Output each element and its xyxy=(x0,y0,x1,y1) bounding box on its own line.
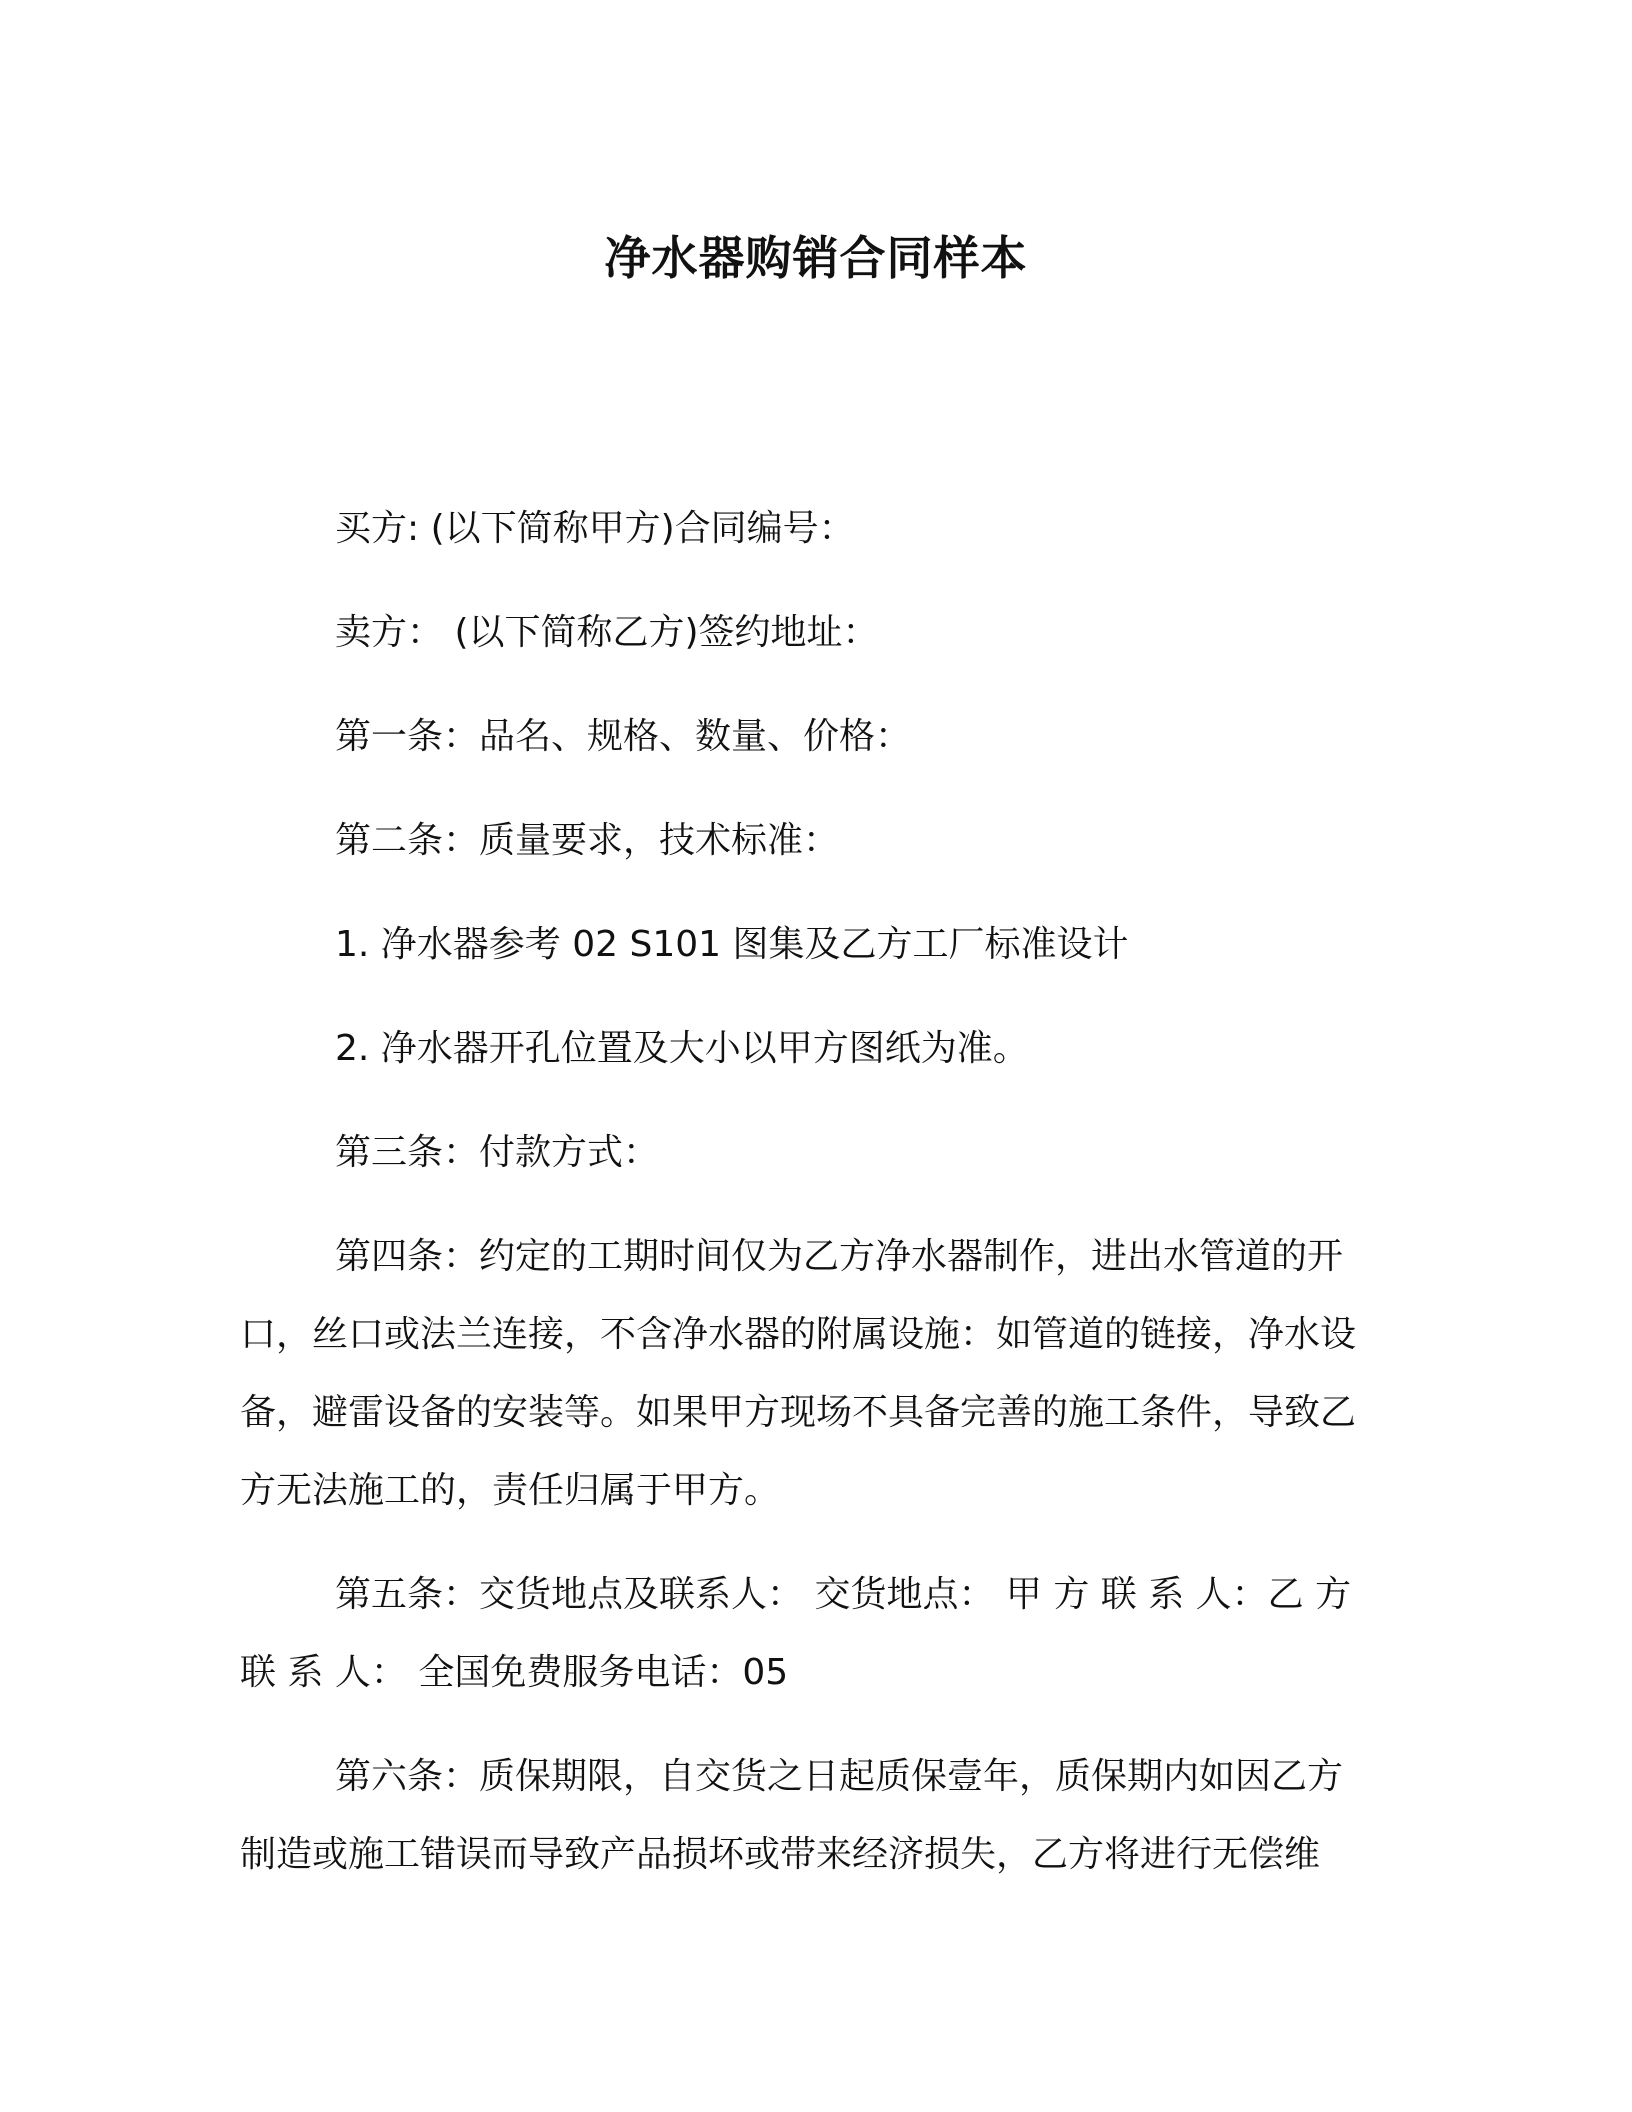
paragraph-article-2-item-2: 2. 净水器开孔位置及大小以甲方图纸为准。 xyxy=(335,1028,1029,1069)
document-body xyxy=(240,490,1370,1920)
paragraph-article-1: 第一条：品名、规格、数量、价格： xyxy=(335,716,912,757)
paragraph-article-6: 第六条：质保期限，自交货之日起质保壹年，质保期内如因乙方制造或施工错误而导致产品损坏或带来经济损失，乙方将进行无偿维 xyxy=(240,1756,1344,1875)
paragraph-seller: 卖方： (以下简称乙方)签约地址： xyxy=(335,612,879,653)
paragraph-article-4: 第四条：约定的工期时间仅为乙方净水器制作，进出水管道的开口，丝口或法兰连接，不含净水器的附属设施：如管道的链接，净水设备，避雷设备的安装等。如果甲方现场不具备完善的施工条件，导致乙方无法施工的，责任归属于甲方。 xyxy=(240,1236,1357,1511)
paragraph-article-3: 第三条：付款方式： xyxy=(335,1132,660,1173)
paragraph-buyer: 买方: (以下简称甲方)合同编号： xyxy=(335,508,855,549)
paragraph-article-2-item-1: 1. 净水器参考 02 S101 图集及乙方工厂标准设计 xyxy=(335,924,1129,965)
paragraph-article-5: 第五条：交货地点及联系人： 交货地点： 甲 方 联 系 人：乙 方 联 系 人： 全国免费服务电话：05 xyxy=(240,1574,1352,1693)
document-title: 净水器购销合同样本 xyxy=(604,231,1028,285)
paragraph-article-2: 第二条：质量要求，技术标准： xyxy=(335,820,840,861)
